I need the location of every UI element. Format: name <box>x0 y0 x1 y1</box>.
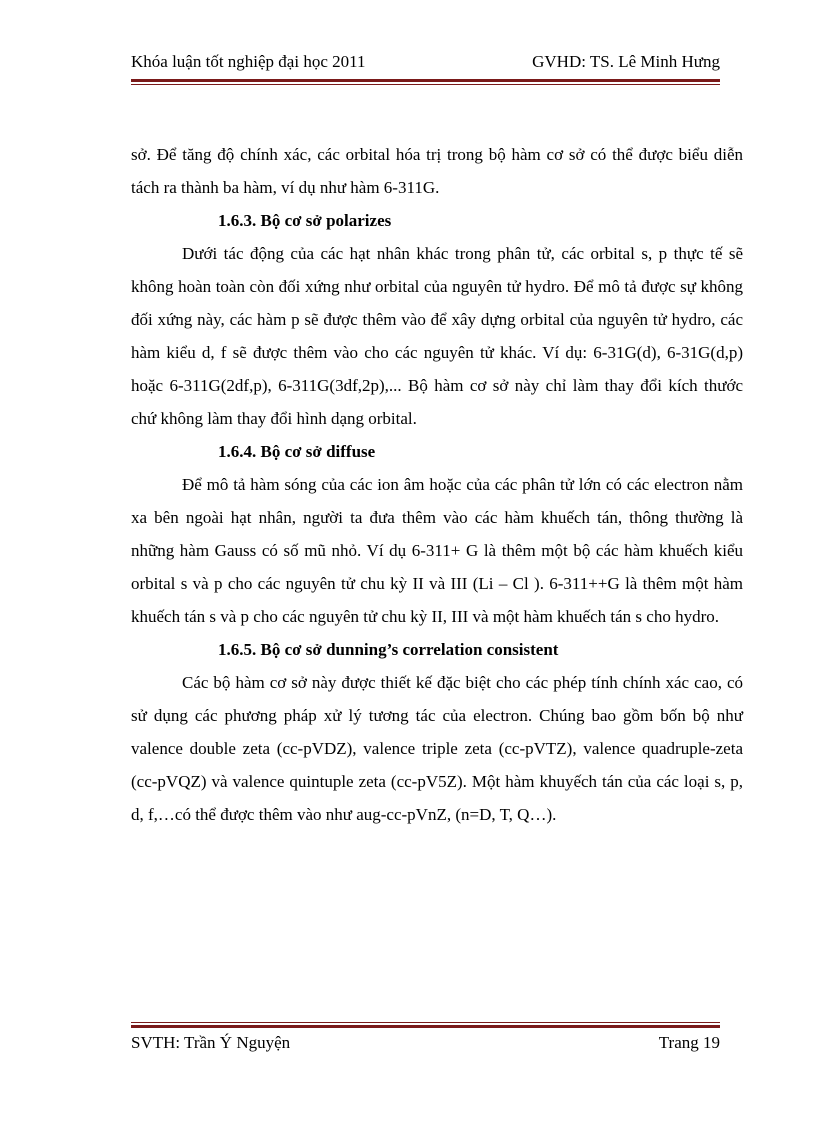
header-rule-thin <box>131 84 720 85</box>
page-body <box>131 138 743 831</box>
heading-1-6-4: 1.6.4. Bộ cơ sở diffuse <box>218 442 376 461</box>
header-advisor: GVHD: TS. Lê Minh Hưng <box>532 52 720 71</box>
footer-rule-thin <box>131 1022 720 1023</box>
paragraph-intro: sở. Để tăng độ chính xác, các orbital hóa trị trong bộ hàm cơ sở có thể được biểu diễn tách ra thành ba hàm, ví dụ như hàm 6-311G. <box>131 145 743 197</box>
footer-student: SVTH: Trần Ý Nguyện <box>131 1033 291 1052</box>
footer-rule-thick <box>131 1025 720 1028</box>
header-thesis-title: Khóa luận tốt nghiệp đại học 2011 <box>131 52 366 71</box>
footer-page-number: Trang 19 <box>658 1033 720 1052</box>
footer-rule <box>131 1022 720 1028</box>
heading-1-6-3: 1.6.3. Bộ cơ sở polarizes <box>218 211 392 230</box>
paragraph-1-6-5: Các bộ hàm cơ sở này được thiết kế đặc biệt cho các phép tính chính xác cao, có sử dụng các phương pháp xử lý tương tác của electron. Chúng bao gồm bốn bộ như valence double zeta (cc-pVDZ), valence triple zeta (cc-pVTZ), valence quadruple-zeta (cc-pVQZ) và valence quintuple zeta (cc-pV5Z). Một hàm khuyếch tán của các loại s, p, d, f,…có thể được thêm vào như aug-cc-pVnZ, (n=D, T, Q…). <box>131 673 743 824</box>
header-rule <box>131 79 720 85</box>
header-rule-thick <box>131 79 720 82</box>
paragraph-1-6-4: Để mô tả hàm sóng của các ion âm hoặc của các phân tử lớn có các electron nằm xa bên ngoài hạt nhân, người ta đưa thêm vào các hàm khuếch tán, thông thường là những hàm Gauss có số mũ nhỏ. Ví dụ 6-311+ G là thêm một bộ các hàm khuếch kiểu orbital s và p cho các nguyên tử chu kỳ II và III (Li – Cl ). 6-311++G là thêm một hàm khuếch tán s và p cho các nguyên tử chu kỳ II, III và một hàm khuếch tán s cho hydro. <box>131 475 743 626</box>
heading-1-6-5: 1.6.5. Bộ cơ sở dunning’s correlation consistent <box>218 640 559 659</box>
paragraph-1-6-3: Dưới tác động của các hạt nhân khác trong phân tử, các orbital s, p thực tế sẽ không hoàn toàn còn đối xứng như orbital của nguyên tử hydro. Để mô tả được sự không đối xứng này, các hàm p sẽ được thêm vào để xây dựng orbital của nguyên tử hydro, các hàm kiểu d, f sẽ được thêm vào cho các nguyên tử khác. Ví dụ: 6-31G(d), 6-31G(d,p) hoặc 6-311G(2df,p), 6-311G(3df,2p),... Bộ hàm cơ sở này chỉ làm thay đổi kích thước chứ không làm thay đổi hình dạng orbital. <box>131 244 743 428</box>
